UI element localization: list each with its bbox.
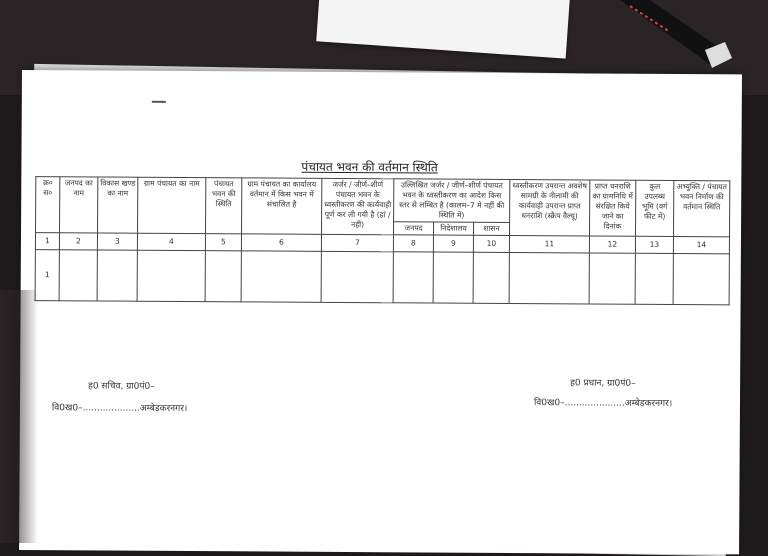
table-cell [321, 251, 393, 302]
column-header: जर्जर / जीर्ण–शीर्ण पंचायत भवन के ध्वस्तीकरण की कार्यवाही पूर्ण कर ली गयी है (हां / नहीं) [322, 178, 394, 234]
pradhan-signature-place: वि0ख0–.....................अम्बेडकरनगर। [533, 398, 673, 409]
subcolumn-header: शासन [473, 222, 509, 235]
column-number: 4 [137, 233, 205, 250]
table-cell [59, 250, 97, 301]
column-number: 5 [205, 234, 241, 251]
column-header: उल्लिखित जर्जर / जीर्ण–शीर्ण पंचायत भवन के ध्वस्तीकरण का आदेश किस स्तर से लम्बित है (कालम–7 मे नहीं की स्थिति में) [394, 179, 510, 223]
column-header: ग्राम पंचायत का कार्यालय वर्तमान में किस भवन में संचालित है [242, 178, 322, 234]
table-cell [473, 252, 509, 303]
column-number: 3 [97, 233, 137, 250]
column-number: 13 [635, 236, 673, 253]
subcolumn-header: निदेशालय [433, 222, 473, 235]
row-serial: 1 [35, 250, 59, 301]
subcolumn-header: जनपद [394, 222, 434, 235]
column-number: 14 [673, 236, 729, 253]
secretary-signature-title: ह0 सचिव, ग्रा0पं0– [88, 381, 155, 392]
page-title: पंचायत भवन की वर्तमान स्थिति [301, 159, 438, 175]
column-number: 1 [35, 233, 59, 250]
column-number: 8 [393, 235, 433, 252]
table-cell [393, 252, 433, 303]
column-header: ध्वस्तीकरण उपरान्त अवशेष सामग्री के नीलामी की कार्यवाही उपरान्त प्राप्त धनराशि (स्क्रैप वैल्यू) [509, 179, 589, 235]
table-header-row [36, 177, 730, 224]
column-number: 7 [321, 234, 393, 251]
column-number: 12 [589, 236, 635, 253]
column-number: 6 [241, 234, 321, 251]
pradhan-signature-title: ह0 प्रधान, ग्रा0पं0– [570, 378, 636, 389]
column-header: अभ्युक्ति / पंचायत भवन निर्माण की वर्तमान स्थिति [673, 180, 729, 236]
hand-shadow [0, 290, 38, 543]
table-cell [673, 253, 729, 304]
table-cell [433, 252, 473, 303]
table-cell [241, 251, 321, 302]
column-number: 11 [509, 235, 589, 252]
table-cell [509, 252, 589, 303]
secretary-signature-place: वि0ख0–....................अम्बेडकरनगर। [51, 403, 188, 415]
column-header: प्राप्त धनराशि का ग्रामनिधि में संरक्षित किये जाने का दिनांक [589, 180, 635, 236]
table-cell [589, 253, 635, 304]
pen-icon [610, 0, 760, 70]
column-header: पंचायत भवन की स्थिति [206, 178, 242, 234]
column-number: 9 [433, 235, 473, 252]
status-table [35, 176, 731, 305]
table-cell [137, 250, 205, 301]
column-header: विकास खण्ड का नाम [98, 177, 138, 233]
column-number: 10 [473, 235, 509, 252]
table-cell [205, 251, 241, 302]
table-cell [635, 253, 673, 304]
column-header: जनपद का नाम [60, 177, 98, 233]
column-header: क्र० स० [36, 177, 60, 233]
column-number: 2 [59, 233, 97, 250]
document-page [19, 70, 742, 554]
table-row [35, 250, 729, 305]
column-header: कुल उपलब्ध भूमि (वर्ग फीट में) [635, 180, 673, 236]
table-cell [97, 250, 137, 301]
pen-mark [152, 101, 166, 103]
column-header: ग्राम पंचायत का नाम [138, 177, 206, 233]
